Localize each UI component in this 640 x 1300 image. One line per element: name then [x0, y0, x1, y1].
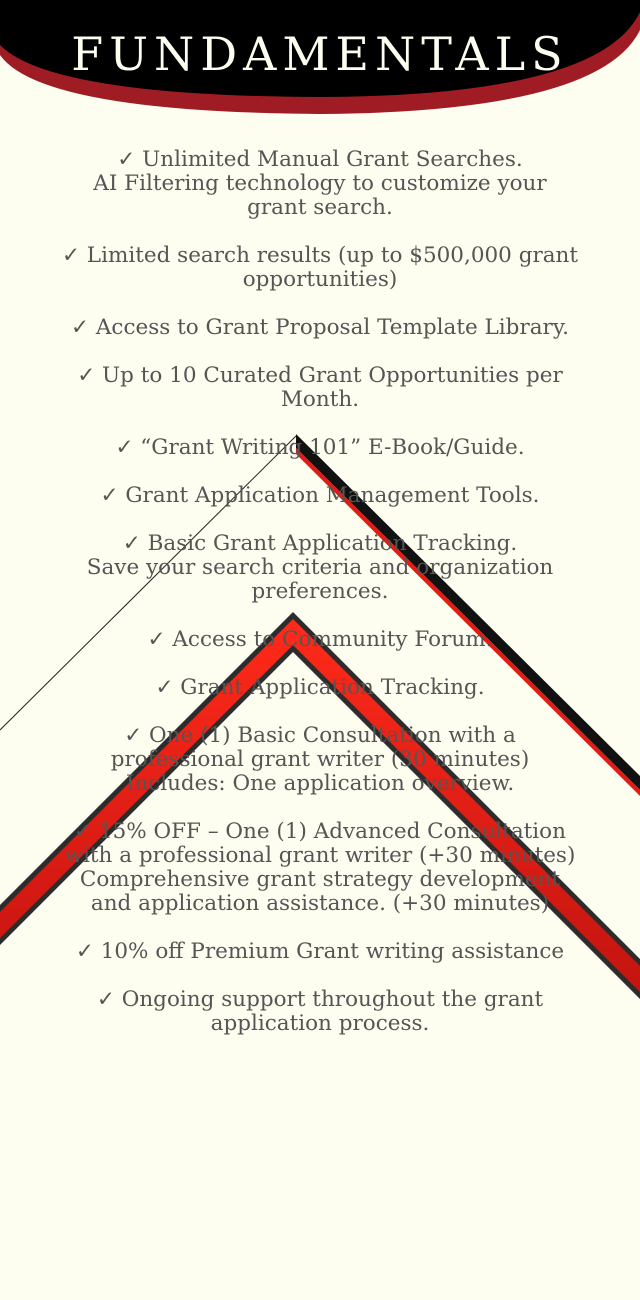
feature-line: Save your search criteria and organization — [86, 555, 554, 580]
feature-line: ✓ Access to Community Forum. — [147, 627, 493, 652]
feature-line: Month. — [280, 387, 360, 412]
feature-list — [20, 148, 620, 1060]
page-title: FUNDAMENTALS — [71, 27, 569, 81]
feature-line: opportunities) — [242, 267, 398, 292]
feature-item — [20, 724, 620, 796]
feature-item — [20, 148, 620, 220]
feature-line: ✓ 10% off Premium Grant writing assistance — [75, 939, 565, 964]
feature-item — [20, 364, 620, 412]
feature-line: ✓ Basic Grant Application Tracking. — [122, 531, 518, 556]
feature-line: ✓ Grant Application Tracking. — [155, 675, 485, 700]
feature-item — [20, 532, 620, 604]
feature-line: ✓ Unlimited Manual Grant Searches. — [117, 147, 523, 172]
feature-line: AI Filtering technology to customize your — [93, 171, 547, 196]
feature-line: application process. — [210, 1011, 430, 1036]
feature-item — [20, 940, 620, 964]
feature-line: ✓ Up to 10 Curated Grant Opportunities per — [77, 363, 563, 388]
feature-line: professional grant writer (30 minutes) — [110, 747, 530, 772]
feature-item — [20, 436, 620, 460]
feature-item — [20, 244, 620, 292]
feature-line: ✓ Ongoing support throughout the grant — [96, 987, 544, 1012]
feature-item — [20, 820, 620, 916]
feature-line: ✓ 15% OFF – One (1) Advanced Consultation — [74, 819, 566, 844]
feature-line: with a professional grant writer (+30 minutes) — [64, 843, 576, 868]
feature-item — [20, 484, 620, 508]
feature-line: ✓ Access to Grant Proposal Template Library. — [71, 315, 569, 340]
feature-item — [20, 316, 620, 340]
feature-line: preferences. — [251, 579, 389, 604]
feature-line: ✓ One (1) Basic Consultation with a — [124, 723, 516, 748]
feature-item — [20, 676, 620, 700]
feature-line: and application assistance. (+30 minutes) — [90, 891, 550, 916]
feature-line: Comprehensive grant strategy development — [79, 867, 561, 892]
feature-line: Includes: One application overview. — [125, 771, 515, 796]
feature-line: ✓ “Grant Writing 101” E-Book/Guide. — [115, 435, 525, 460]
feature-line: grant search. — [247, 195, 393, 220]
feature-item — [20, 628, 620, 652]
feature-line: ✓ Limited search results (up to $500,000 grant — [61, 243, 579, 268]
feature-item — [20, 988, 620, 1036]
feature-line: ✓ Grant Application Management Tools. — [100, 483, 540, 508]
